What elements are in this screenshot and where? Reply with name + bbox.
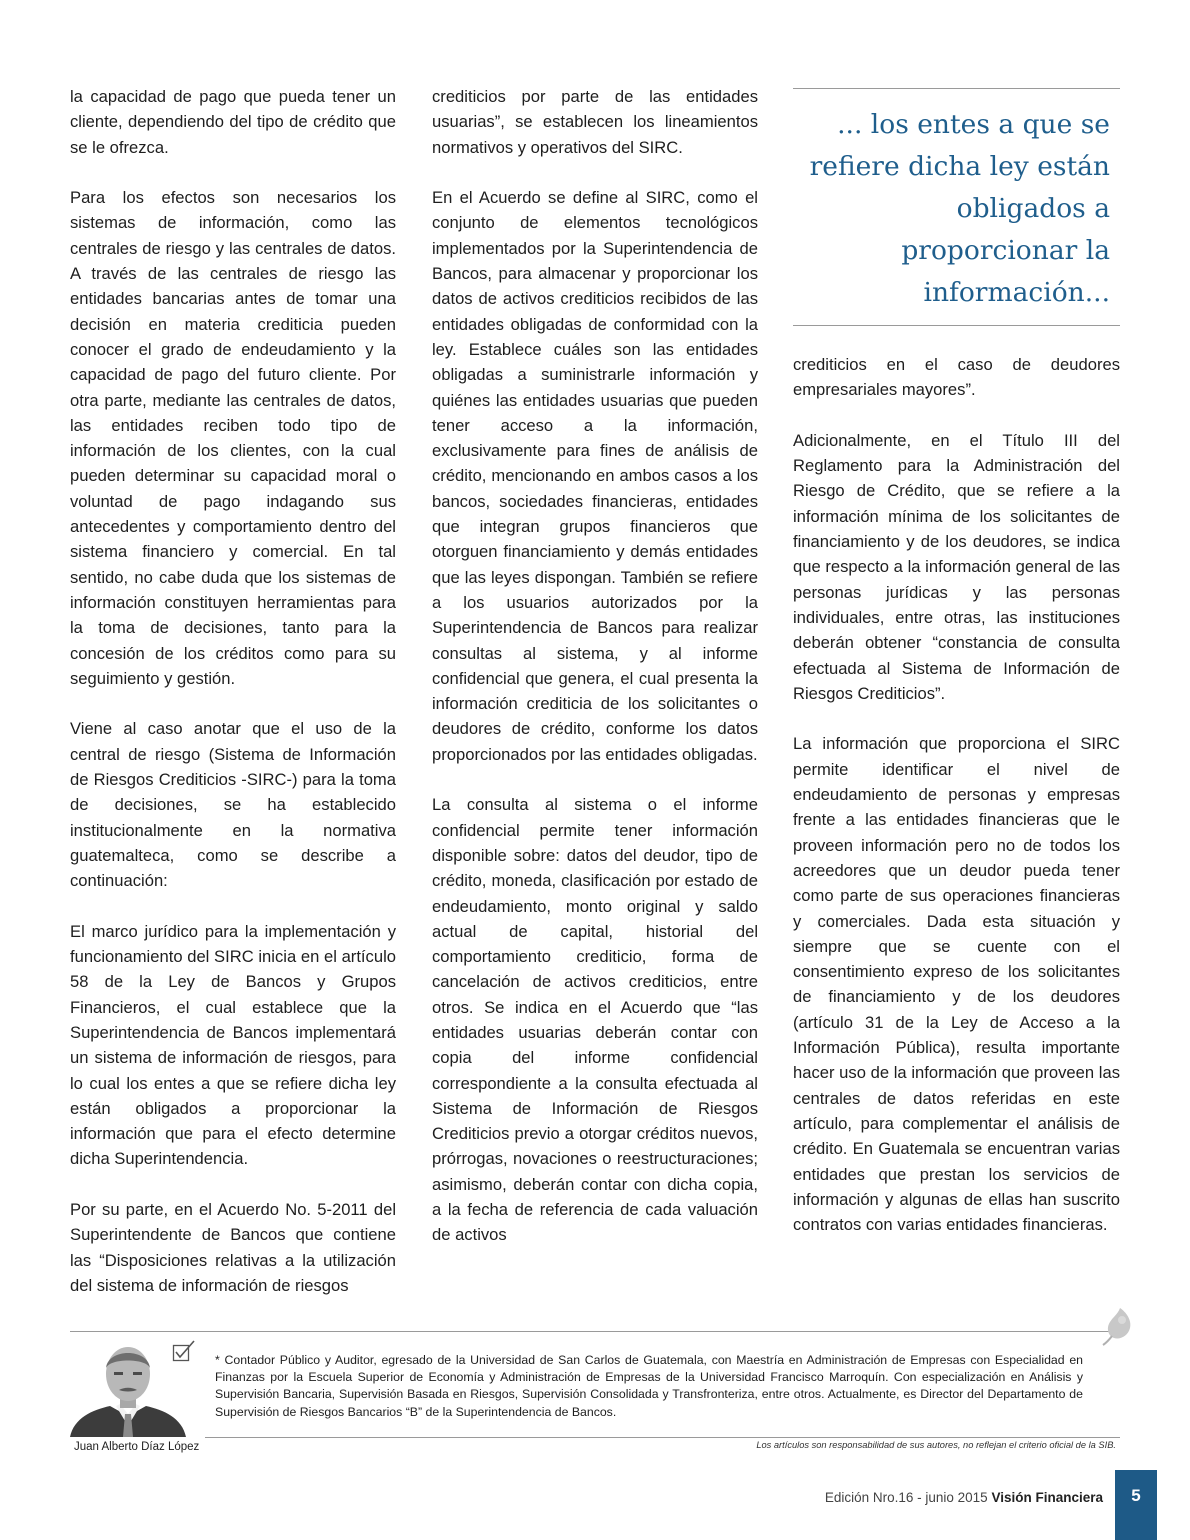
paragraph: La información que proporciona el SIRC permite identificar el nivel de endeudamiento de personas y empresas frente a las entidades financieras que le proveen información pero no de todos los acreedores que un deudor pueda tener como parte de sus operaciones financieras y comerciales. Dada esta situación y siempre que se cuente con el consentimiento expreso de los solicitantes de financiamiento y de los deudores (artículo 31 de la Ley de Acceso a la Información Pública), resulta importante hacer uso de la información que proveen las centrales de datos referidas en este artículo, para complementar el análisis de crédito. En Guatemala se encuentran varias entidades que prestan los servicios de información y algunas de ellas han suscrito contratos con varias entidades financieras. (793, 734, 1120, 1235)
footer-edition (825, 1490, 1103, 1505)
paragraph: la capacidad de pago que pueda tener un cliente, dependiendo del tipo de crédito que se le ofrezca. (70, 87, 396, 157)
disclaimer: Los artículos son responsabilidad de sus autores, no reflejan el criterio oficial de la SIB. (756, 1440, 1116, 1450)
paragraph: Para los efectos son necesarios los sistemas de información, como las centrales de riesgo y las centrales de datos. A través de las centrales de riesgo las entidades bancarias antes de tomar una decisión en materia crediticia pueden conocer el grado de endeudamiento y la capacidad de pago del futuro cliente. Por otra parte, mediante las centrales de datos, las entidades reciben todo tipo de información de los clientes, con la cual pueden determinar su capacidad moral o voluntad de pago indagando sus antecedentes y comportamiento dentro del sistema financiero y comercial. En tal sentido, no cabe duda que los sistemas de información constituyen herramientas para la toma de decisiones, tanto para la concesión de los créditos como para su seguimiento y gestión. (70, 188, 396, 688)
paragraph: Por su parte, en el Acuerdo No. 5-2011 del Superintendente de Bancos que contiene las “Disposiciones relativas a la utilización del sistema de información de riesgos (70, 1200, 396, 1295)
bio-bottom-rule (205, 1437, 1120, 1438)
article-column-2 (432, 84, 758, 1248)
edition-label: Edición Nro.16 - junio 2015 (824, 1490, 992, 1505)
checkbox-check-icon (172, 1340, 196, 1364)
pull-quote: ... los entes a que se refiere dicha ley están obligados a proporcionar la información... (809, 109, 1110, 308)
bio-top-rule (70, 1331, 1120, 1332)
paragraph: crediticios por parte de las entidades usuarias”, se establecen los lineamientos normativos y operativos del SIRC. (432, 87, 758, 157)
pull-quote-top-rule (793, 88, 1120, 89)
paragraph: Adicionalmente, en el Título III del Reglamento para la Administración del Riesgo de Crédito, que se refiere a la información mínima de los solicitantes de financiamiento y de los deudores, se indica que respecto a la información general de las personas jurídicas y las personas individuales, entre otras, las instituciones deberán obtener “constancia de consulta efectuada al Sistema de Información de Riesgos Crediticios”. (793, 430, 1120, 703)
page-number: 5 (1131, 1486, 1141, 1505)
author-name: Juan Alberto Díaz López (74, 1441, 200, 1453)
paragraph: En el Acuerdo se define al SIRC, como el conjunto de elementos tecnológicos implementados por la Superintendencia de Bancos, para almacenar y proporcionar los datos de activos crediticios recibidos de las entidades obligadas de conformidad con la ley. Establece cuáles son las entidades obligadas a suministrarle información y quiénes las entidades usuarias que pueden tener acceso a la información, exclusivamente para fines de análisis de crédito, mencionando en ambos casos a los bancos, sociedades financieras, entidades que integran grupos financieros que otorguen financiamiento y demás entidades que las leyes dispongan. También se refiere a los usuarios autorizados por la Superintendencia de Bancos para realizar consultas al sistema, y al informe confidencial que genera, el cual presenta la información crediticia de los solicitantes o deudores de crédito, conforme los datos proporcionados por las entidades obligadas. (432, 188, 758, 764)
paragraph: El marco jurídico para la implementación y funcionamiento del SIRC inicia en el artículo 58 de la Ley de Bancos y Grupos Financieros, el cual establece que la Superintendencia de Bancos implementará un sistema de información de riesgos, para lo cual los entes a que se refiere dicha ley están obligados a proporcionar la información que para el efecto determine dicha Superintendencia. (70, 921, 396, 1169)
author-portrait (70, 1334, 186, 1437)
publication-name: Visión Financiera (991, 1490, 1103, 1505)
paragraph: La consulta al sistema o el informe confidencial permite tener información disponible sobre: datos del deudor, tipo de crédito, moneda, clasificación por estado de endeudamiento, monto original y saldo actual de capital, historial del comportamiento crediticio, forma de cancelación de activos crediticios, entre otros. Se indica en el Acuerdo que “las entidades usuarias deberán contar con copia del informe confidencial correspondiente a la consulta efectuada al Sistema de Información de Riesgos Crediticios previo a otorgar créditos nuevos, prórrogas, novaciones o reestructuraciones; asimismo, deberán contar con dicha copia, a la fecha de referencia de cada valuación de activos (432, 795, 758, 1245)
article-column-3 (793, 352, 1120, 1237)
paragraph: Viene al caso anotar que el uso de la central de riesgo (Sistema de Información de Riesgos Crediticios -SIRC-) para la toma de decisiones, se ha establecido institucionalmente en la normativa guatemalteca, como se describe a continuación: (70, 719, 396, 891)
pull-quote-bottom-rule (793, 325, 1120, 326)
author-bio: * Contador Público y Auditor, egresado de la Universidad de San Carlos de Guatemala, con Maestría en Administración de Empresas con Especialidad en Finanzas por la Escuela Superior de Economía y Administración de Empresas de la Universidad Francisco Marroquín. Con especialización en Análisis y Supervisión Bancaria, Supervisión Basada en Riesgos, Supervisión Consolidada y Transfronteriza, entre otros. Actualmente, es Director del Departamento de Supervisión de Riesgos Bancarios “B” de la Superintendencia de Bancos. (215, 1353, 1083, 1419)
decorative-leaf-icon (1100, 1306, 1134, 1346)
paragraph: crediticios en el caso de deudores empresariales mayores”. (793, 355, 1120, 400)
article-column-1 (70, 84, 396, 1298)
